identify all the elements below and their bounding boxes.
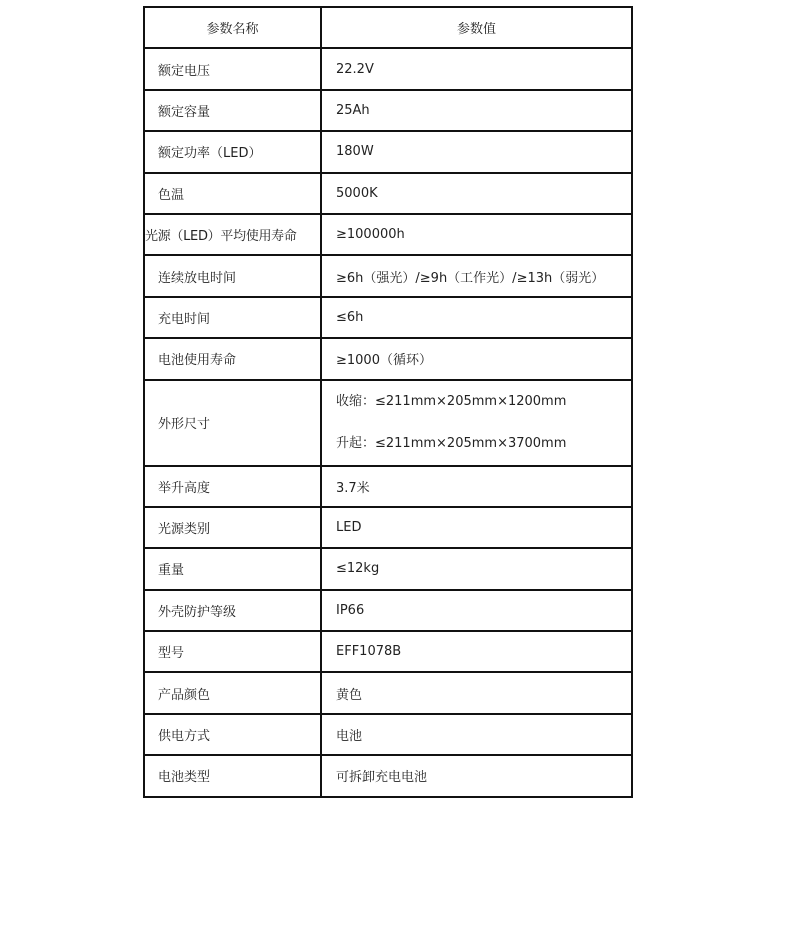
param-value: 5000K <box>321 173 632 214</box>
table-row <box>144 507 632 548</box>
param-value: 25Ah <box>321 90 632 131</box>
param-name: 电池类型 <box>144 755 321 796</box>
table-row <box>144 338 632 379</box>
param-name: 型号 <box>144 631 321 672</box>
param-name: 外壳防护等级 <box>144 590 321 631</box>
param-name: 电池使用寿命 <box>144 338 321 379</box>
table-row <box>144 548 632 589</box>
param-value: ≤6h <box>321 297 632 338</box>
param-value: 黄色 <box>321 672 632 713</box>
table-row <box>144 255 632 296</box>
param-name: 光源（LED）平均使用寿命 <box>144 214 321 255</box>
table-row <box>144 297 632 338</box>
param-value: 可拆卸充电电池 <box>321 755 632 796</box>
table-row <box>144 48 632 89</box>
param-value: ≤12kg <box>321 548 632 589</box>
table-row <box>144 590 632 631</box>
param-value <box>321 380 632 466</box>
param-name: 供电方式 <box>144 714 321 755</box>
param-name: 色温 <box>144 173 321 214</box>
parameter-table <box>143 6 633 798</box>
param-value: EFF1078B <box>321 631 632 672</box>
table-row <box>144 755 632 796</box>
table-row <box>144 466 632 507</box>
table-row <box>144 214 632 255</box>
table-row <box>144 173 632 214</box>
param-name: 连续放电时间 <box>144 255 321 296</box>
header-param-value: 参数值 <box>321 7 632 48</box>
table-row <box>144 90 632 131</box>
param-name: 举升高度 <box>144 466 321 507</box>
param-value-line: 收缩：≤211mm×205mm×1200mm <box>336 393 567 409</box>
param-value: 电池 <box>321 714 632 755</box>
param-value: ≥6h（强光）/≥9h（工作光）/≥13h（弱光） <box>321 255 632 296</box>
table-row <box>144 380 632 466</box>
param-value-line: 升起：≤211mm×205mm×3700mm <box>336 435 567 451</box>
param-value: ≥100000h <box>321 214 632 255</box>
param-name: 额定容量 <box>144 90 321 131</box>
table-row <box>144 714 632 755</box>
param-name: 重量 <box>144 548 321 589</box>
table-row <box>144 631 632 672</box>
param-name: 额定功率（LED） <box>144 131 321 172</box>
table-row <box>144 672 632 713</box>
param-value: 3.7米 <box>321 466 632 507</box>
param-name: 充电时间 <box>144 297 321 338</box>
param-name: 额定电压 <box>144 48 321 89</box>
header-param-name: 参数名称 <box>144 7 321 48</box>
param-value: 22.2V <box>321 48 632 89</box>
param-value: 180W <box>321 131 632 172</box>
table-header-row <box>144 7 632 48</box>
param-name: 光源类别 <box>144 507 321 548</box>
param-value: IP66 <box>321 590 632 631</box>
param-name: 外形尺寸 <box>144 380 321 466</box>
param-name: 产品颜色 <box>144 672 321 713</box>
param-value: LED <box>321 507 632 548</box>
table-row <box>144 131 632 172</box>
param-value: ≥1000（循环） <box>321 338 632 379</box>
